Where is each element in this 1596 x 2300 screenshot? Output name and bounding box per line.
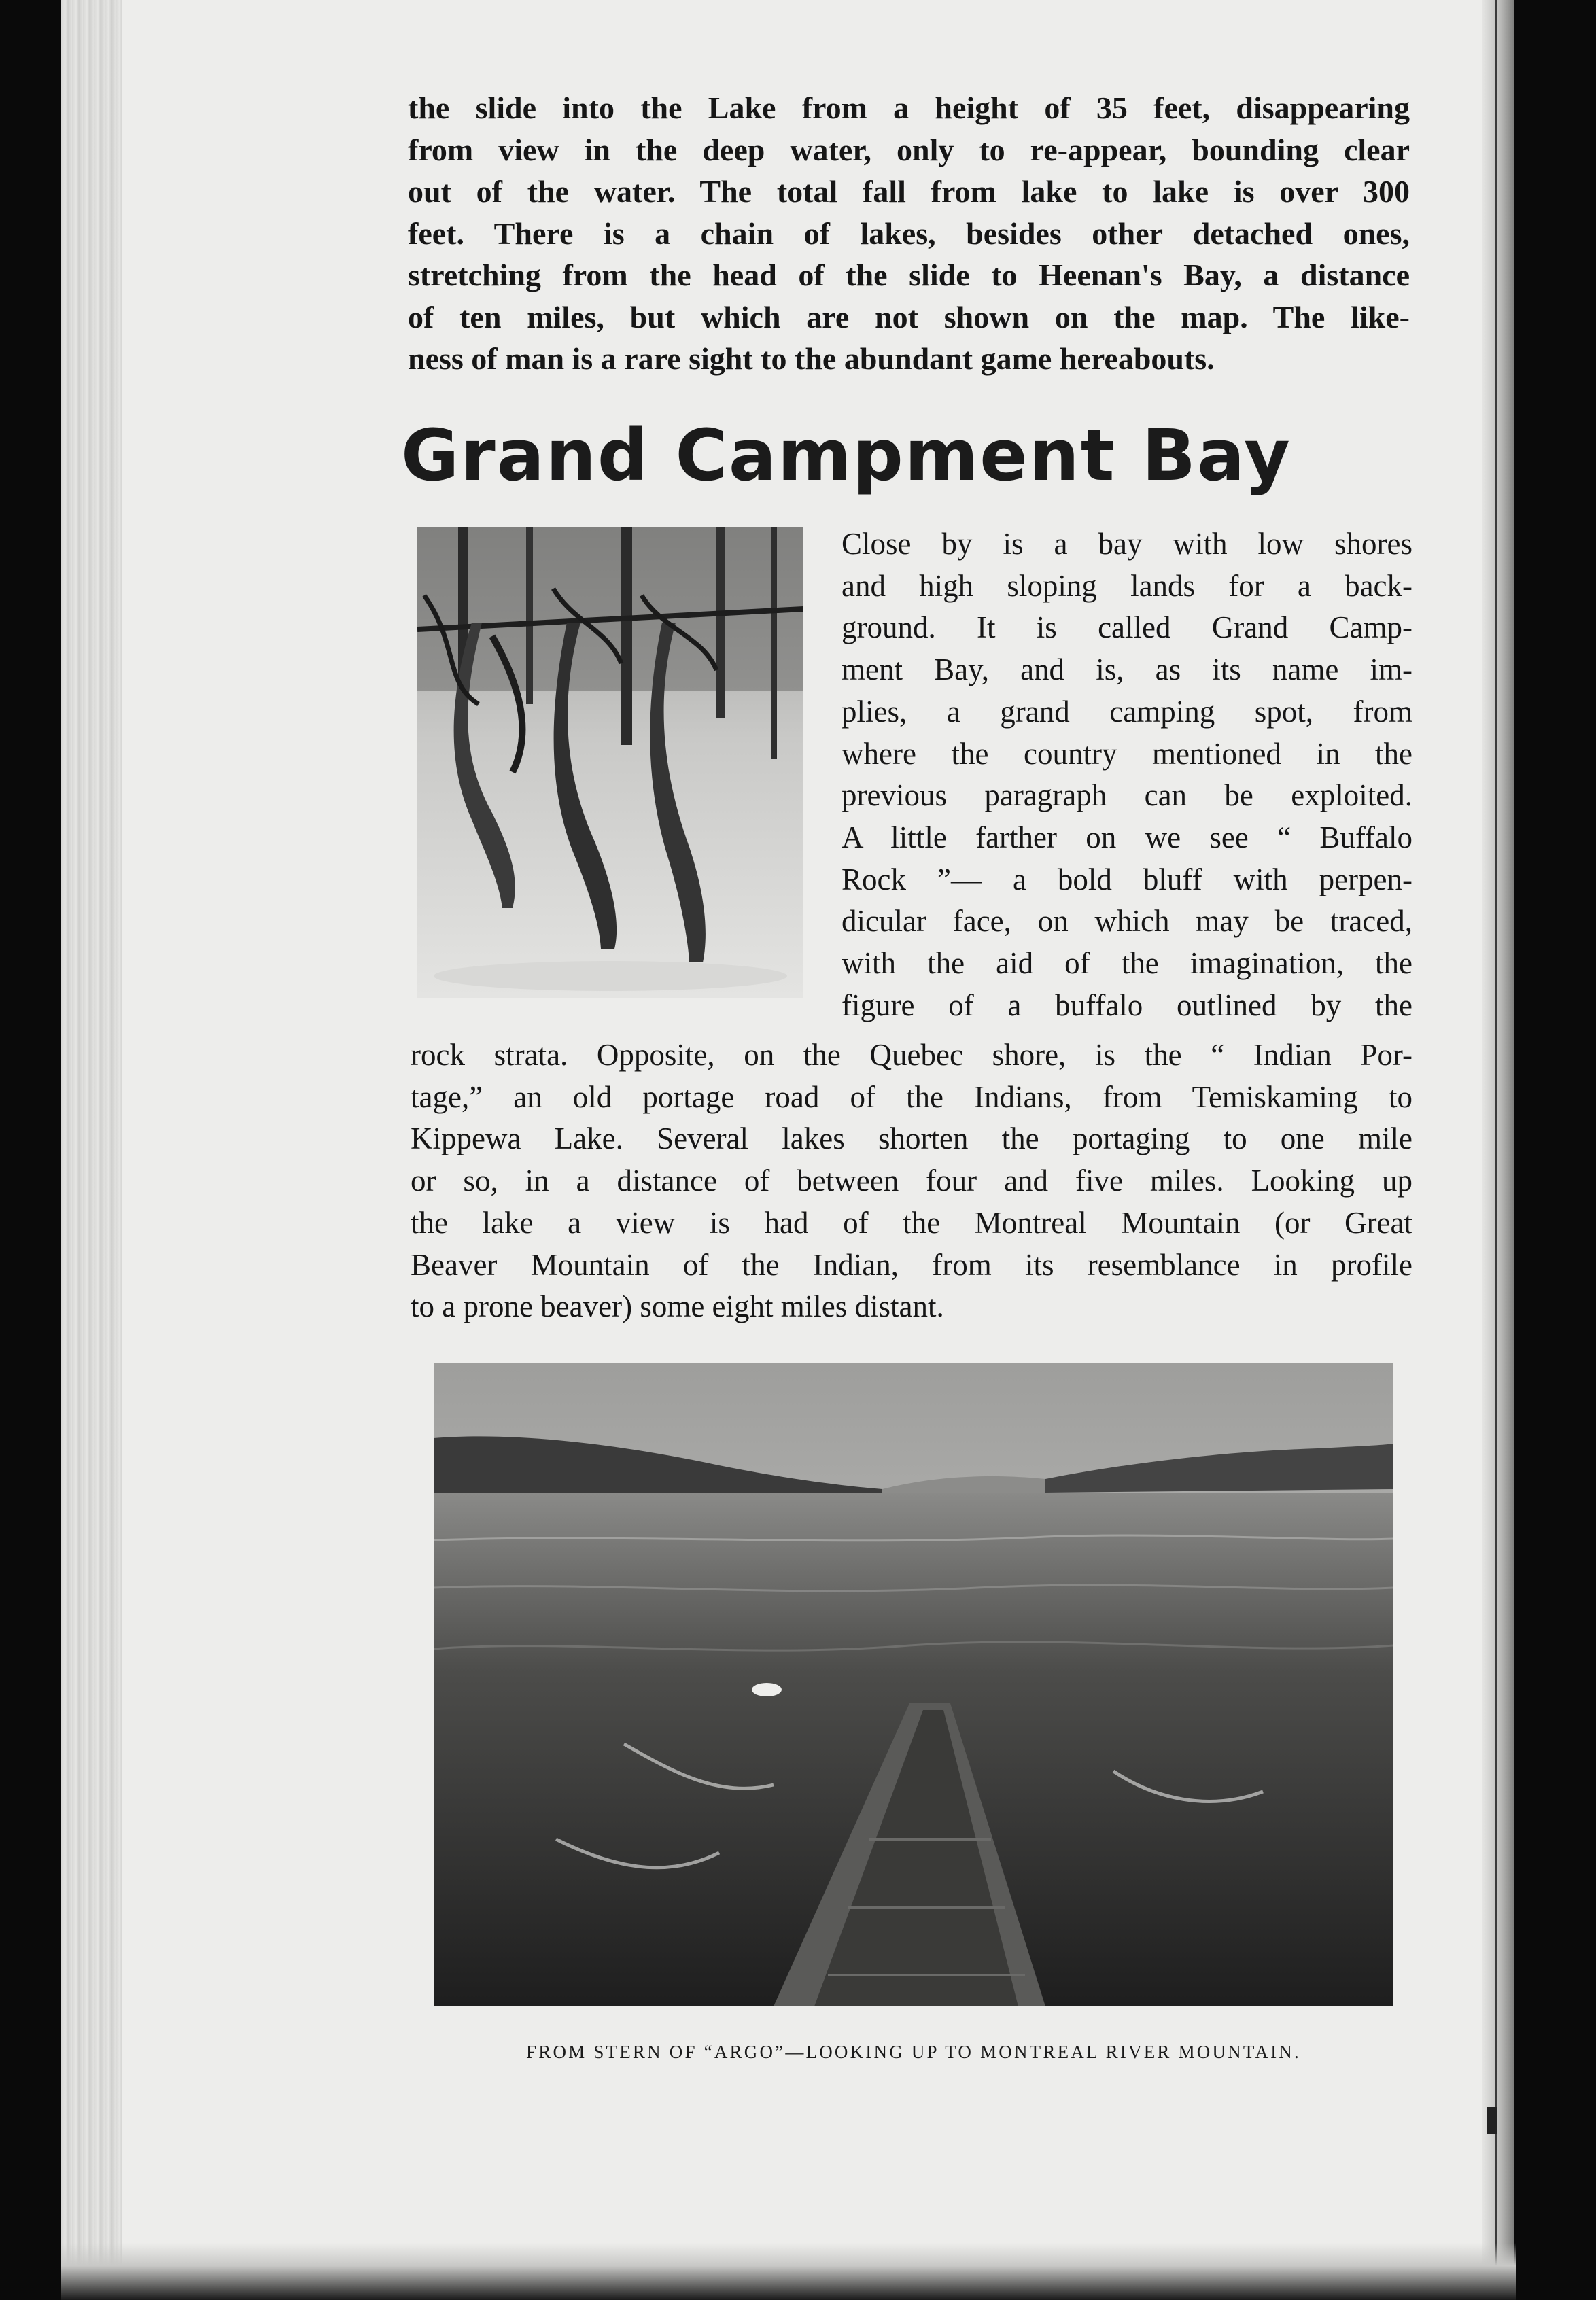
text-line: where the country mentioned in the: [842, 736, 1412, 771]
photo-caption: FROM STERN OF “ARGO”—LOOKING UP TO MONTREAL RIVER MOUNTAIN.: [526, 2042, 1301, 2062]
text-line: out of the water. The total fall from lake to lake is over 300: [408, 174, 1410, 209]
page-edge-mark: [1487, 2107, 1497, 2134]
text-line: previous paragraph can be exploited.: [842, 778, 1412, 813]
page-stack-left-edge: [61, 0, 122, 2300]
text-line: and high sloping lands for a back-: [842, 568, 1412, 603]
wrapped-paragraph: [842, 523, 1412, 1026]
text-line: to a prone beaver) some eight miles distant.: [411, 1289, 944, 1324]
text-line: A little farther on we see “ Buffalo: [842, 820, 1412, 854]
text-line: tage,” an old portage road of the Indians, from Temiskaming to: [411, 1079, 1412, 1114]
text-line: Rock ”— a bold bluff with perpen-: [842, 862, 1412, 896]
full-width-paragraph: [411, 1034, 1412, 1328]
text-line: Kippewa Lake. Several lakes shorten the portaging to one mile: [411, 1121, 1412, 1156]
text-line: ment Bay, and is, as its name im-: [842, 652, 1412, 687]
text-line: feet. There is a chain of lakes, besides other detached ones,: [408, 215, 1410, 251]
text-line: or so, in a distance of between four and five miles. Looking up: [411, 1164, 1412, 1198]
text-line: Close by is a bay with low shores: [842, 527, 1412, 561]
text-line: stretching from the head of the slide to Heenan's Bay, a distance: [408, 258, 1410, 292]
text-line: rock strata. Opposite, on the Quebec shore, is the “ Indian Por-: [411, 1038, 1412, 1072]
page-stack-right-edge: [1482, 0, 1514, 2300]
text-line: plies, a grand camping spot, from: [842, 694, 1412, 729]
binding-line: [1495, 0, 1497, 2300]
lake-from-boat-photo: [434, 1363, 1393, 2006]
text-line: with the aid of the imagination, the: [842, 946, 1412, 981]
text-line: the lake a view is had of the Montreal Mountain (or Great: [411, 1205, 1412, 1240]
text-line: of ten miles, but which are not shown on the map. The like-: [408, 299, 1410, 334]
intro-paragraph: [408, 87, 1410, 380]
text-line: ground. It is called Grand Camp-: [842, 610, 1412, 645]
text-line: from view in the deep water, only to re-appear, bounding clear: [408, 132, 1410, 167]
section-heading: Grand Campment Bay: [401, 414, 1291, 497]
page-bottom-shadow: [61, 2243, 1516, 2300]
hanging-deer-photo: [417, 527, 803, 998]
text-line: dicular face, on which may be traced,: [842, 904, 1412, 939]
text-line: figure of a buffalo outlined by the: [842, 988, 1412, 1022]
text-line: Beaver Mountain of the Indian, from its resemblance in profile: [411, 1247, 1412, 1282]
text-line: the slide into the Lake from a height of 35 feet, disappearing: [408, 90, 1410, 125]
text-line: ness of man is a rare sight to the abundant game hereabouts.: [408, 341, 1215, 376]
